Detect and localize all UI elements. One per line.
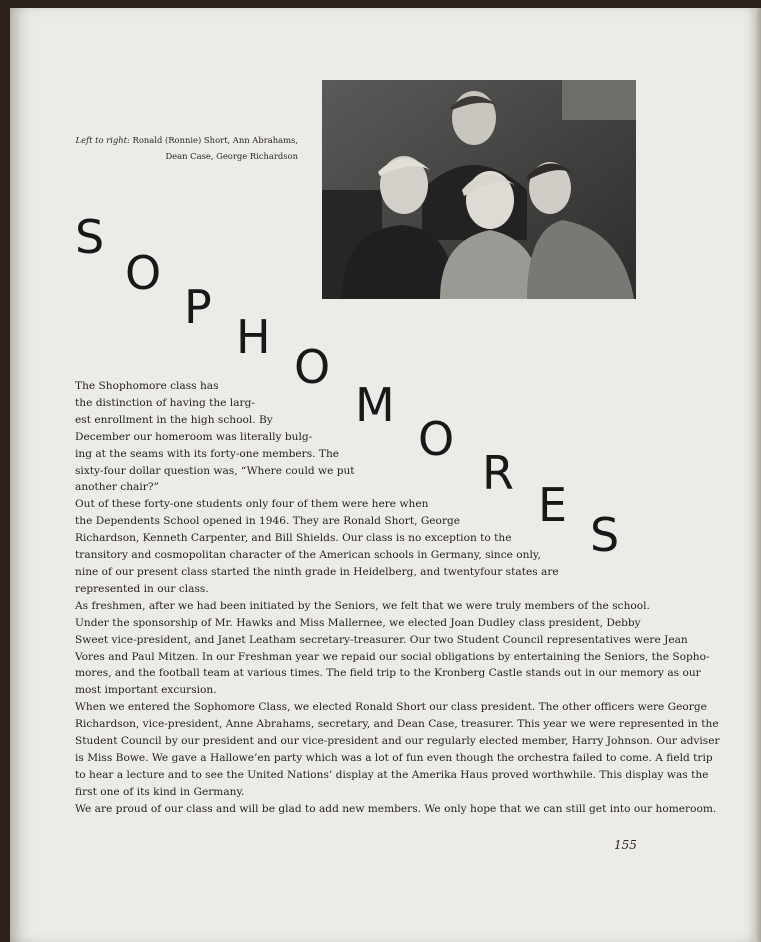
text-line: The Shophomore class has [75,380,219,392]
text-line: sixty-four dollar question was, “Where could we put [75,464,355,477]
text-line: est enrollment in the high school. By [75,413,273,426]
text-line: Richardson, vice-president, Anne Abrahams, secretary, and Dean Case, treasurer. This year we were represented in the [75,718,719,731]
text-line: first one of its kind in Germany. [75,785,245,798]
text-line: When we entered the Sophomore Class, we elected Ronald Short our class president. The other officers were George [75,701,707,714]
caption-lead: Left to right: [75,135,130,145]
paragraph-intro [75,378,640,500]
text-line: We are proud of our class and will be glad to add new members. We only hope that we can still get into our homeroom. [75,802,717,815]
text-line: As freshmen, after we had been initiated by the Seniors, we felt that we were truly members of the school. [75,599,650,612]
photo-caption [60,132,298,164]
text-line: Sweet vice-president, and Janet Leatham secretary-treasurer. Our two Student Council representatives were Jean [75,633,688,646]
text-line: Richardson, Kenneth Carpenter, and Bill Shields. Our class is no exception to the [75,532,512,545]
title-letter: H [236,310,271,364]
text-line: represented in our class. [75,582,209,595]
paragraph-freshmen [75,598,710,699]
text-line: mores, and the football team at various times. The field trip to the Kronberg Castle stands out in our memory as our [75,667,701,680]
caption-line-1: Ronald (Ronnie) Short, Ann Abrahams, [132,135,298,145]
title-letter: O [125,246,162,300]
title-letter: P [184,280,212,334]
text-line: Under the sponsorship of Mr. Hawks and Miss Mallernee, we elected Joan Dudley class president, Debby [75,616,641,629]
title-letter: E [538,478,568,532]
title-letter: S [75,210,105,264]
paragraph-closing [75,801,717,818]
text-line: nine of our present class started the ninth grade in Heidelberg, and twentyfour states are [75,565,559,578]
page-number: 155 [614,838,637,852]
class-officers-photo [322,80,636,299]
text-line: Student Council by our president and our vice-president and our regularly elected member, Harry Johnson. Our adviser [75,735,720,748]
title-letter: O [294,340,331,394]
text-line: Out of these forty-one students only four of them were here when [75,498,429,511]
title-letter: M [355,378,395,432]
paragraph-history [75,496,640,597]
caption-line-2: Dean Case, George Richardson [165,151,298,161]
photo-illustration [322,80,636,299]
paragraph-sophomores [75,699,720,800]
text-line: most important excursion. [75,684,217,697]
text-line: December our homeroom was literally bulg- [75,430,313,443]
text-line: the distinction of having the larg- [75,396,255,409]
text-line: to hear a lecture and to see the United Nations’ display at the Amerika Haus proved worthwhile. This display was the [75,768,709,781]
text-line: is Miss Bowe. We gave a Hallowe’en party which was a lot of fun even though the orchestra failed to come. A field trip [75,751,713,764]
title-letter: S [590,508,620,562]
page-edge [754,8,761,942]
text-line: the Dependents School opened in 1946. They are Ronald Short, George [75,515,461,528]
text-line: Vores and Paul Mitzen. In our Freshman year we repaid our social obligations by entertaining the Seniors, the Sopho- [75,650,710,663]
title-letter: O [418,412,455,466]
text-line: ing at the seams with its forty-one members. The [75,447,340,460]
article-body [75,378,720,818]
text-line: another chair?” [75,481,159,494]
title-letter: R [482,446,514,500]
text-line: transitory and cosmopolitan character of the American schools in Germany, since only, [75,549,541,562]
